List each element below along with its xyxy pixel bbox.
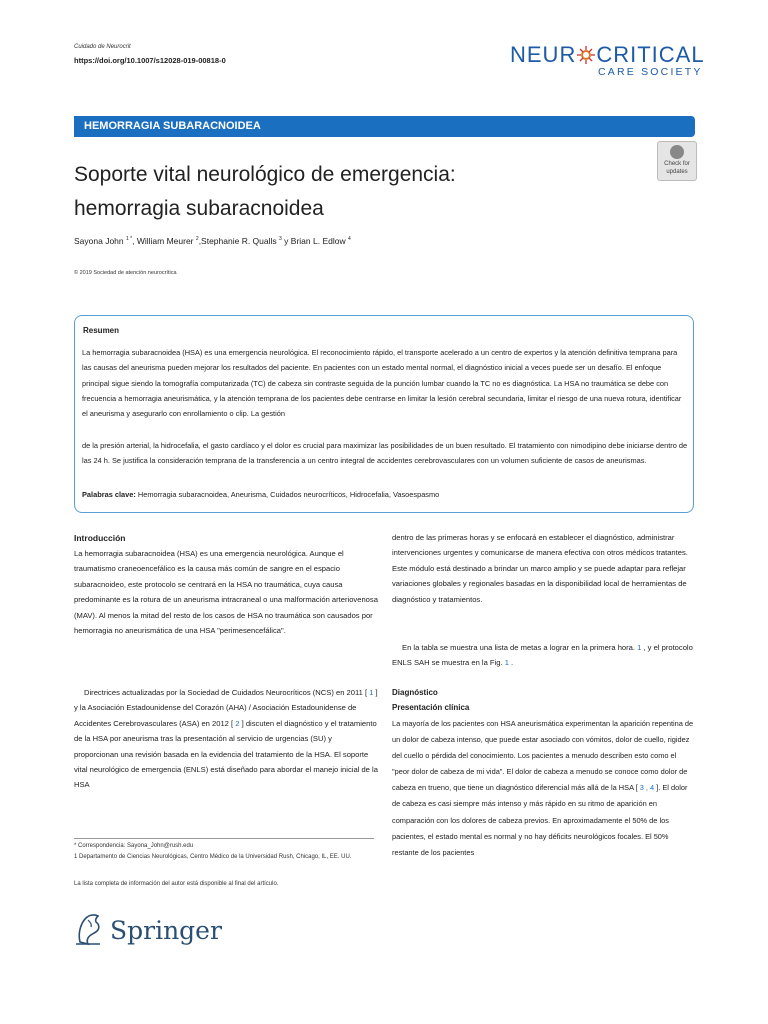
- citation-1[interactable]: 1: [367, 688, 376, 697]
- author-1-affil: 1 *: [126, 236, 133, 243]
- society-logo: [510, 42, 705, 78]
- bookmark-icon: [670, 145, 684, 159]
- check-updates-line1: Check for: [664, 161, 690, 167]
- intro-heading: Introducción: [74, 533, 126, 543]
- journal-name: Cuidado de Neurocrit: [74, 44, 131, 50]
- guidelines-text-c: ] discuten el diagnóstico y el tratamiento de la HSA por aneurisma tras la presentación al servicio de urgencias (SU) y proporcionan una revisión basada en la evidencia del tratamiento de la HSA. El soporte vital neurológico de emergencia (ENLS) está diseñado para abordar el manejo inicial de la HSA: [74, 718, 378, 790]
- abstract-paragraph-1: La hemorragia subaracnoidea (HSA) es una emergencia neurológica. El reconocimiento rápido, el transporte acelerado a un centro de expertos y la atención definitiva temprana para las causas del aneurisma pueden mejorar los resultados del paciente. En pacientes con un estado mental normal, el diagnóstico inicial a veces puede ser un desafío. El enfoque principal sigue siendo la tomografía computarizada (TC) de cabeza sin contraste seguida de la punción lumbar cuando la TC no es diagnóstica. La HSA no traumática se debe con frecuencia a hemorragia aneurismática, y la atención temprana de los pacientes debe centrarse en limitar la lesión cerebral secundaria, limitar el riesgo de una nueva rotura, identificar el aneurisma y asegurarlo con enrollamiento o clip. La gestión: [82, 348, 682, 419]
- section-banner: [74, 116, 695, 137]
- abstract-heading: Resumen: [83, 326, 120, 335]
- springer-horse-icon: [74, 912, 104, 946]
- society-name-part2: CRITICAL: [596, 42, 705, 67]
- publisher-name: Springer: [110, 916, 222, 945]
- affiliation-footnote: 1 Departamento de Ciencias Neurológicas, Centro Médico de la Universidad Rush, Chicago, IL, EE. UU.: [74, 854, 352, 860]
- footnote-divider: [74, 838, 374, 839]
- keywords: [82, 490, 439, 499]
- author-3-affil: 3: [279, 236, 282, 243]
- author-3[interactable]: ,Stephanie R. Qualls: [198, 236, 277, 246]
- check-updates-line2: updates: [666, 169, 688, 175]
- author-info-note: La lista completa de información del autor está disponible al final del artículo.: [74, 881, 279, 887]
- title-line-1: Soporte vital neurológico de emergencia:: [74, 163, 456, 186]
- citation-3-4[interactable]: 3 , 4: [637, 783, 657, 793]
- check-for-updates-badge[interactable]: [657, 141, 697, 181]
- right-paragraph-3: [392, 716, 695, 861]
- clinical-presentation-heading: Presentación clínica: [392, 703, 470, 712]
- table-ref-1[interactable]: 1: [635, 643, 644, 652]
- intro-paragraph: La hemorragia subaracnoidea (HSA) es una emergencia neurológica. Aunque el traumatismo craneoencefálico es la causa más común de sangre en el espacio subaracnoideo, este protocolo se centrará en la HSA no traumática, cuya causa predominante es la rotura de un aneurisma intracraneal o una malformación arteriovenosa (MAV). Al menos la mitad del resto de los casos de HSA no traumática son causados por hemorragia no aneurismática de una HSA "perimesencefálica".: [74, 549, 378, 636]
- goals-text-c: .: [511, 658, 514, 668]
- correspondence-footnote: * Correspondencia: Sayona_John@rush.edu: [74, 843, 194, 849]
- guidelines-paragraph: [74, 685, 378, 793]
- presentation-text-a: La mayoría de los pacientes con HSA aneurismática experimentan la aparición repentina de un dolor de cabeza intenso, que puede estar asociado con vómitos, dolor de cuello, rigidez del cuello o pérdida del conocimiento. Los pacientes a menudo describen esto como el "peor dolor de cabeza de mi vida". El dolor de cabeza a menudo se conoce como dolor de cabeza en trueno, que tiene un diagnóstico diferencial más allá de la HSA [: [392, 719, 694, 793]
- citation-2[interactable]: 2: [233, 718, 242, 728]
- author-1[interactable]: Sayona John: [74, 236, 124, 246]
- figure-ref-1[interactable]: 1: [502, 658, 512, 668]
- author-2-affil: 2: [195, 236, 199, 243]
- doi-link[interactable]: https://doi.org/10.1007/s12028-019-00818-0: [74, 56, 226, 65]
- presentation-text-b: ]. El dolor de cabeza es casi siempre más intenso y más rápido en su ritmo de aparición en comparación con los dolores de cabeza previos. En aproximadamente el 50% de los pacientes, el estado mental es normal y no hay déficits neurológicos focales. El 50% restante de los pacientes: [392, 783, 688, 857]
- banner-label: HEMORRAGIA SUBARACNOIDEA: [84, 120, 261, 132]
- right-paragraph-1: dentro de las primeras horas y se enfocará en establecer el diagnóstico, administrar intervenciones urgentes y comunicarse de manera efectiva con otros médicos tratantes. Este módulo está destinado a brindar un marco amplio y se puede adaptar para reflejar variaciones globales y regionales basadas en la disponibilidad local de herramientas de diagnóstico y tratamientos.: [392, 533, 688, 604]
- guidelines-text-b: ] y la Asociación Estadounidense del Corazón (AHA) / Asociación Estadounidense de Accidentes Cerebrovasculares (ASA) en 2012 [: [74, 688, 378, 728]
- goals-text-a: En la tabla se muestra una lista de metas a lograr en la primera hora.: [402, 643, 635, 652]
- abstract-paragraph-2: de la presión arterial, la hidrocefalia, el gasto cardíaco y el dolor es crucial para maximizar las posibilidades de un buen resultado. El tratamiento con nimodipino debe iniciarse dentro de las 24 h. Se justifica la consideración temprana de la transferencia a un centro integral de accidentes cerebrovasculares con un volumen suficiente de casos de aneurismas.: [82, 441, 688, 466]
- author-4-affil: 4: [347, 236, 351, 243]
- publisher-logo: [74, 912, 224, 948]
- society-subtitle: CARE SOCIETY: [598, 66, 703, 78]
- copyright-notice: © 2019 Sociedad de atención neurocrítica: [74, 270, 177, 276]
- title-line-2: hemorragia subaracnoidea: [74, 197, 324, 220]
- article-title: [74, 158, 634, 226]
- goals-text-b: , y el protocolo ENLS SAH se muestra en la Fig.: [392, 643, 693, 668]
- neuron-icon: [576, 46, 596, 64]
- right-paragraph-2: [392, 640, 695, 671]
- keywords-text: Hemorragia subaracnoidea, Aneurisma, Cuidados neurocríticos, Hidrocefalia, Vasoespasmo: [135, 490, 440, 499]
- author-2[interactable]: , William Meurer: [132, 236, 194, 246]
- diagnosis-heading: Diagnóstico: [392, 688, 438, 697]
- keywords-label: Palabras clave:: [82, 490, 136, 499]
- author-list: [74, 236, 351, 246]
- guidelines-text-a: Directrices actualizadas por la Sociedad de Cuidados Neurocríticos (NCS) en 2011 [: [84, 688, 368, 697]
- author-4[interactable]: y Brian L. Edlow: [281, 236, 346, 246]
- society-name-part1: NEUR: [510, 42, 577, 67]
